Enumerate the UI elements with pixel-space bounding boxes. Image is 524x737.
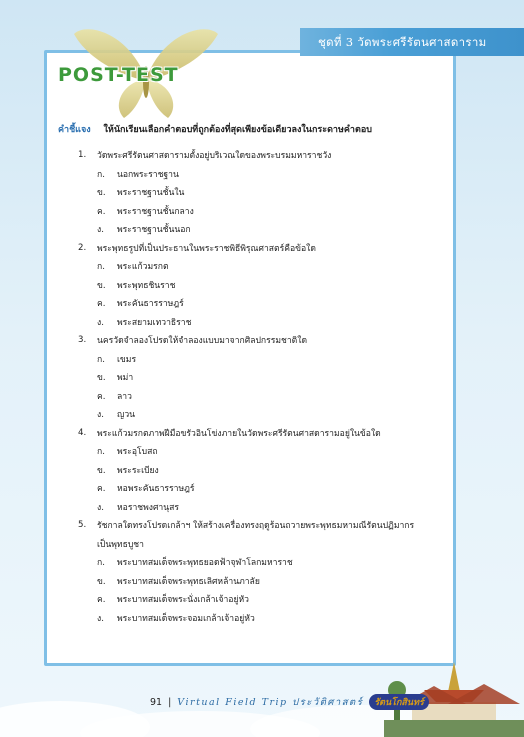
option-key: ก.: [97, 262, 105, 273]
option: [78, 183, 450, 202]
option: [78, 294, 450, 313]
option-text: ลาว: [117, 391, 132, 402]
option: [78, 220, 450, 239]
question-text: นครวัดจำลองโปรดให้จำลองแบบมาจากศิลปกรรมชาติใด: [97, 336, 308, 347]
option-key: ค.: [97, 299, 106, 310]
option: [78, 442, 450, 461]
question-text: พระพุทธรูปที่เป็นประธานในพระราชพิธีพิรุณศาสตร์คือข้อใด: [97, 243, 316, 254]
question-4: [78, 424, 450, 517]
option-key: ข.: [97, 280, 106, 291]
option-key: ง.: [97, 410, 104, 421]
option-text: พระพุทธชินราช: [117, 280, 176, 291]
question-number: 5.: [78, 520, 87, 531]
question-list: [78, 146, 450, 627]
option: [78, 202, 450, 221]
option: [78, 313, 450, 332]
option-text: ญวน: [117, 410, 136, 421]
option-key: ค.: [97, 595, 106, 606]
option: [78, 276, 450, 295]
instructions: [58, 122, 372, 136]
option-text: พระคันธารราษฎร์: [117, 299, 184, 310]
question-2: [78, 239, 450, 332]
question-5: [78, 516, 450, 627]
option: [78, 572, 450, 591]
option-key: ง.: [97, 317, 104, 328]
option-text: พระบาทสมเด็จพระพุทธยอดฟ้าจุฬาโลกมหาราช: [117, 558, 293, 569]
option-text: เขมร: [117, 354, 137, 365]
option-text: พระราชฐานชั้นใน: [117, 188, 185, 199]
option-text: พม่า: [117, 373, 134, 384]
question-number: 2.: [78, 242, 87, 253]
option-key: ง.: [97, 225, 104, 236]
option: [78, 257, 450, 276]
option-text: พระสยามเทวาธิราช: [117, 317, 192, 328]
set-label: ชุดที่: [318, 35, 342, 49]
option: [78, 609, 450, 628]
option: [78, 350, 450, 369]
option: [78, 405, 450, 424]
option-text: พระราชฐานชั้นกลาง: [117, 206, 194, 217]
question-text: วัดพระศรีรัตนศาสดารามตั้งอยู่บริเวณใดของพระบรมมหาราชวัง: [97, 151, 332, 162]
option: [78, 479, 450, 498]
option-key: ข.: [97, 465, 106, 476]
option: [78, 498, 450, 517]
option-text: พระบาทสมเด็จพระนั่งเกล้าเจ้าอยู่หัว: [117, 595, 249, 606]
page-number: 91: [150, 696, 163, 708]
option-text: พระบาทสมเด็จพระพุทธเลิศหล้านภาลัย: [117, 576, 260, 587]
option-key: ก.: [97, 354, 105, 365]
option-text: พระแก้วมรกต: [117, 262, 169, 273]
option: [78, 590, 450, 609]
option-key: ค.: [97, 206, 106, 217]
instructions-text: ให้นักเรียนเลือกคำตอบที่ถูกต้องที่สุดเพียงข้อเดียวลงในกระดาษคำตอบ: [103, 125, 372, 135]
option-key: ข.: [97, 373, 106, 384]
option-text: พระบาทสมเด็จพระจอมเกล้าเจ้าอยู่หัว: [117, 613, 255, 624]
question-1: [78, 146, 450, 239]
footer-brand: Virtual Field Trip ประวัติศาสตร์: [177, 696, 364, 708]
option-text: พระราชฐานชั้นนอก: [117, 225, 191, 236]
footer-logo: รัตนโกสินทร์: [369, 694, 429, 710]
option-key: ก.: [97, 558, 105, 569]
set-number: 3: [345, 35, 354, 49]
option: [78, 553, 450, 572]
option: [78, 461, 450, 480]
instructions-label: คำชี้แจง: [58, 125, 91, 135]
footer-separator: |: [168, 696, 172, 708]
option: [78, 368, 450, 387]
option-text: หอพระคันธารราษฎร์: [117, 484, 195, 495]
option-key: ง.: [97, 613, 104, 624]
set-title: วัดพระศรีรัตนศาสดาราม: [357, 35, 487, 49]
question-3: [78, 331, 450, 424]
option-text: พระอุโบสถ: [117, 447, 158, 458]
option-text: พระระเบียง: [117, 465, 159, 476]
option-text: นอกพระราชฐาน: [117, 169, 179, 180]
question-text-continued: เป็นพุทธบูชา: [97, 539, 144, 550]
option-key: ก.: [97, 169, 105, 180]
option-key: ข.: [97, 576, 106, 587]
option-key: ง.: [97, 502, 104, 513]
option: [78, 165, 450, 184]
option-key: ก.: [97, 447, 105, 458]
question-number: 3.: [78, 335, 87, 346]
option: [78, 387, 450, 406]
question-number: 4.: [78, 427, 87, 438]
page-title: POST-TEST: [58, 64, 179, 86]
set-header: [300, 28, 524, 56]
option-key: ข.: [97, 188, 106, 199]
option-key: ค.: [97, 391, 106, 402]
page-footer: [150, 694, 429, 710]
question-number: 1.: [78, 150, 87, 161]
question-text: พระแก้วมรกตภาพฝีมือขรัวอินโข่งภายในวัดพระศรีรัตนศาสดารามอยู่ในข้อใด: [97, 428, 381, 439]
option-key: ค.: [97, 484, 106, 495]
option-text: หอราชพงศานุสร: [117, 502, 179, 513]
question-text: รัชกาลใดทรงโปรดเกล้าฯ ให้สร้างเครื่องทรงฤดูร้อนถวายพระพุทธมหามณีรัตนปฏิมากร: [97, 521, 415, 532]
